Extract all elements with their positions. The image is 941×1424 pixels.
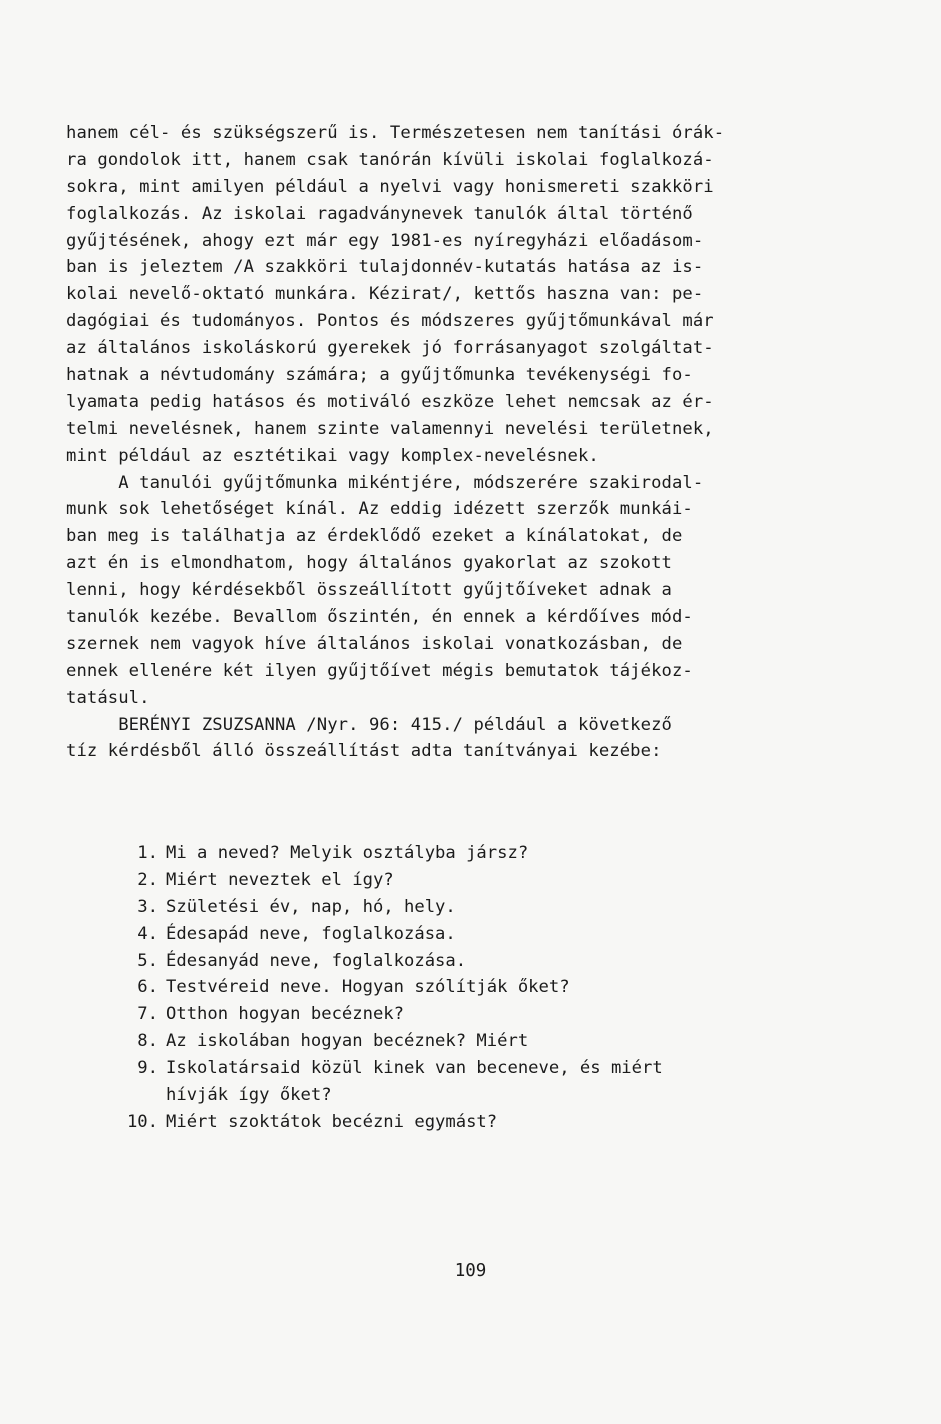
list-item bbox=[66, 1028, 846, 1055]
body-text bbox=[66, 120, 846, 765]
text-line: szernek nem vagyok híve általános iskolai vonatkozásban, de bbox=[66, 633, 683, 654]
text-line: tíz kérdésből álló összeállítást adta tanítványai kezébe: bbox=[66, 741, 662, 762]
text-line: az általános iskoláskorú gyerekek jó forrásanyagot szolgáltat- bbox=[66, 338, 714, 359]
list-item-number: 5. bbox=[137, 950, 158, 971]
text-line: ra gondolok itt, hanem csak tanórán kívüli iskolai foglalkozá- bbox=[66, 149, 714, 170]
list-item-text: Az iskolában hogyan becéznek? Miért bbox=[166, 1031, 529, 1052]
text-line: BERÉNYI ZSUZSANNA /Nyr. 96: 415./ például a következő bbox=[66, 714, 672, 735]
page-number: 109 bbox=[454, 1261, 487, 1281]
list-item bbox=[66, 1001, 846, 1028]
text-line: kolai nevelő-oktató munkára. Kézirat/, kettős haszna van: pe- bbox=[66, 284, 704, 305]
text-line: ennek ellenére két ilyen gyűjtőívet mégis bemutatok tájékoz- bbox=[66, 660, 693, 681]
list-item-text: Mi a neved? Melyik osztályba jársz? bbox=[166, 843, 529, 863]
text-line: sokra, mint amilyen például a nyelvi vagy honismereti szakköri bbox=[66, 176, 714, 197]
text-line: munk sok lehetőséget kínál. Az eddig idézett szerzők munkái- bbox=[66, 499, 693, 520]
list-item-text: Testvéreid neve. Hogyan szólítják őket? bbox=[166, 977, 570, 998]
text-line: dagógiai és tudományos. Pontos és módszeres gyűjtőmunkával már bbox=[66, 311, 714, 332]
list-item-number: 8. bbox=[137, 1031, 158, 1052]
text-line: foglalkozás. Az iskolai ragadványnevek tanulók által történő bbox=[66, 203, 693, 224]
list-item-number: 7. bbox=[137, 1004, 158, 1025]
text-line: gyűjtésének, ahogy ezt már egy 1981-es nyíregyházi előadásom- bbox=[66, 230, 704, 251]
list-item bbox=[66, 840, 846, 867]
list-item-number: 1. bbox=[137, 843, 158, 863]
text-line: tatásul. bbox=[66, 687, 150, 708]
text-line: hatnak a névtudomány számára; a gyűjtőmunka tevékenységi fo- bbox=[66, 365, 693, 386]
text-line: lyamata pedig hatásos és motiváló eszköze lehet nemcsak az ér- bbox=[66, 391, 714, 412]
list-item bbox=[66, 948, 846, 975]
list-item-text: Miért neveztek el így? bbox=[166, 869, 394, 890]
text-line: A tanulói gyűjtőmunka mikéntjére, módszerére szakirodal- bbox=[66, 472, 704, 493]
list-item-number: 6. bbox=[137, 977, 158, 998]
text-line: telmi nevelésnek, hanem szinte valamennyi nevelési területnek, bbox=[66, 418, 714, 439]
list-item-number: 4. bbox=[137, 923, 158, 944]
list-item-text: Miért szoktátok becézni egymást? bbox=[166, 1111, 498, 1132]
list-item-number: 9. bbox=[137, 1058, 158, 1079]
list-item bbox=[66, 1109, 846, 1136]
list-item bbox=[66, 867, 846, 894]
list-item bbox=[66, 894, 846, 921]
list-item-number: 2. bbox=[137, 869, 158, 890]
question-list bbox=[66, 840, 846, 1136]
list-item bbox=[66, 974, 846, 1001]
list-item bbox=[66, 1055, 846, 1082]
list-item-text: Születési év, nap, hó, hely. bbox=[166, 896, 456, 917]
list-item-number: 10. bbox=[126, 1111, 158, 1132]
text-line: hanem cél- és szükségszerű is. Természetesen nem tanítási órák- bbox=[66, 123, 725, 143]
text-line: ban is jeleztem /A szakköri tulajdonnév-kutatás hatása az is- bbox=[66, 257, 704, 278]
text-line: lenni, hogy kérdésekből összeállított gyűjtőíveket adnak a bbox=[66, 580, 672, 601]
list-item-continuation: hívják így őket? bbox=[166, 1085, 332, 1106]
list-item-text: Otthon hogyan becéznek? bbox=[166, 1004, 404, 1025]
list-item bbox=[66, 921, 846, 948]
list-item-text: Édesanyád neve, foglalkozása. bbox=[166, 950, 467, 971]
text-line: mint például az esztétikai vagy komplex-nevelésnek. bbox=[66, 445, 599, 466]
list-item-number: 3. bbox=[137, 896, 158, 917]
text-line: tanulók kezébe. Bevallom őszintén, én ennek a kérdőíves mód- bbox=[66, 607, 693, 628]
list-item-text: Édesapád neve, foglalkozása. bbox=[166, 923, 456, 944]
text-line: azt én is elmondhatom, hogy általános gyakorlat az szokott bbox=[66, 553, 672, 574]
list-item-text: Iskolatársaid közül kinek van beceneve, és miért bbox=[166, 1058, 663, 1079]
text-line: ban meg is találhatja az érdeklődő ezeket a kínálatokat, de bbox=[66, 526, 683, 547]
